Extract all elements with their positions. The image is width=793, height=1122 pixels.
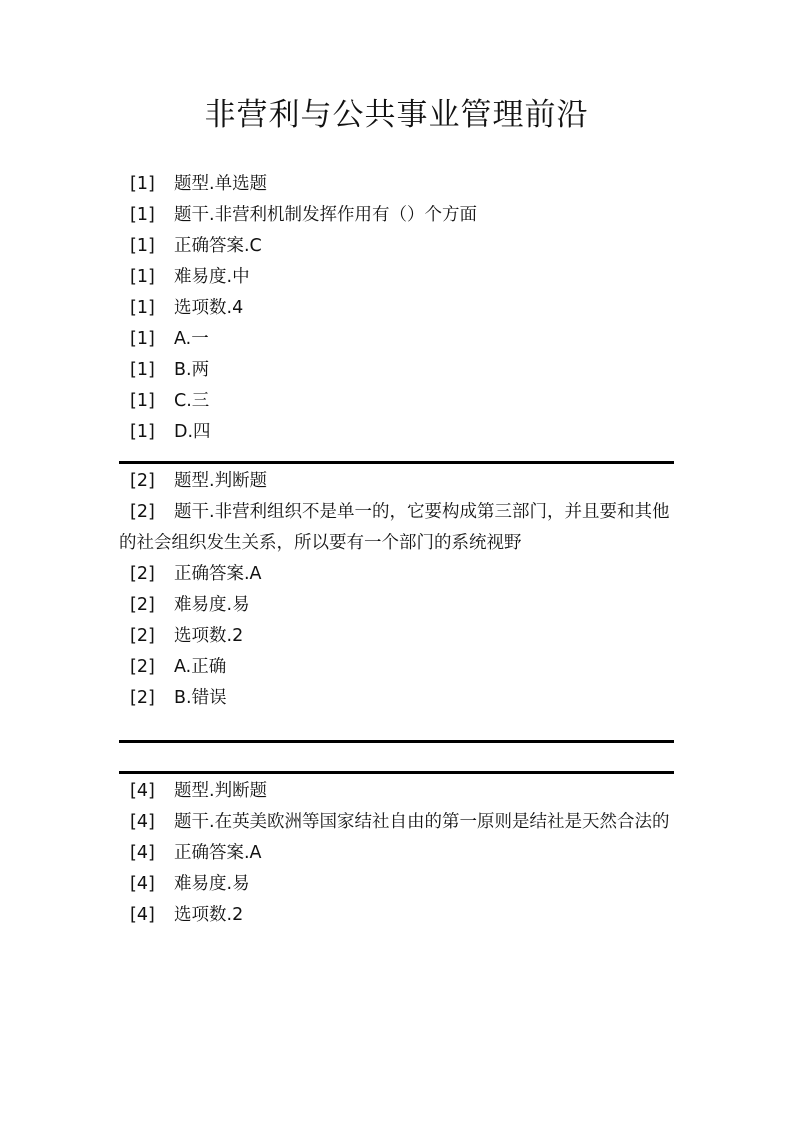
question-difficulty-text: 难易度.易 xyxy=(174,595,250,615)
question-number: [4] xyxy=(130,874,155,894)
question-option-text: B.两 xyxy=(174,360,210,380)
question-number: [1] xyxy=(130,267,155,287)
question-block xyxy=(119,466,674,714)
question-number: [1] xyxy=(130,174,155,194)
question-stem xyxy=(119,807,674,838)
question-number: [1] xyxy=(130,329,155,349)
question-number: [2] xyxy=(130,626,155,646)
question-number: [4] xyxy=(130,812,155,832)
question-answer-text: 正确答案.A xyxy=(174,564,262,584)
question-number: [2] xyxy=(130,657,155,677)
question-option-count xyxy=(119,621,674,652)
question-type xyxy=(119,776,674,807)
question-stem-text: 题干.非营利机制发挥作用有（）个方面 xyxy=(174,205,478,225)
question-type xyxy=(119,466,674,497)
question-number: [1] xyxy=(130,298,155,318)
question-option xyxy=(119,652,674,683)
section-divider xyxy=(119,771,674,774)
question-option-count xyxy=(119,293,674,324)
question-difficulty xyxy=(119,590,674,621)
question-number: [1] xyxy=(130,360,155,380)
question-option-count xyxy=(119,900,674,931)
question-option xyxy=(119,324,674,355)
question-number: [4] xyxy=(130,781,155,801)
question-option-text: C.三 xyxy=(174,391,210,411)
question-number: [1] xyxy=(130,391,155,411)
question-number: [4] xyxy=(130,905,155,925)
question-stem xyxy=(119,497,674,559)
question-number: [1] xyxy=(130,205,155,225)
question-option-text: B.错误 xyxy=(174,688,227,708)
question-number: [2] xyxy=(130,564,155,584)
question-answer xyxy=(119,231,674,262)
question-type xyxy=(119,169,674,200)
question-option xyxy=(119,417,674,448)
question-option xyxy=(119,683,674,714)
question-list xyxy=(119,169,674,931)
question-number: [2] xyxy=(130,502,155,522)
question-difficulty-text: 难易度.易 xyxy=(174,874,250,894)
question-option xyxy=(119,355,674,386)
question-answer-text: 正确答案.C xyxy=(174,236,262,256)
question-difficulty xyxy=(119,869,674,900)
question-block xyxy=(119,169,674,448)
question-block xyxy=(119,776,674,931)
question-option-text: A.正确 xyxy=(174,657,227,677)
question-number: [2] xyxy=(130,471,155,491)
question-option-text: A.一 xyxy=(174,329,209,349)
page-title: 非营利与公共事业管理前沿 xyxy=(204,97,589,133)
question-answer-text: 正确答案.A xyxy=(174,843,262,863)
question-type-text: 题型.判断题 xyxy=(174,471,268,491)
question-difficulty xyxy=(119,262,674,293)
question-stem-text: 题干.在英美欧洲等国家结社自由的第一原则是结社是天然合法的 xyxy=(174,812,670,832)
question-stem-text: 题干.非营利组织不是单一的，它要构成第三部门，并且要和其他的社会组织发生关系，所以要有一个部门的系统视野 xyxy=(119,502,670,553)
question-option-count-text: 选项数.2 xyxy=(174,626,244,646)
question-stem xyxy=(119,200,674,231)
question-option xyxy=(119,386,674,417)
question-option-text: D.四 xyxy=(174,422,211,442)
question-answer xyxy=(119,559,674,590)
question-option-count-text: 选项数.2 xyxy=(174,905,244,925)
question-number: [2] xyxy=(130,595,155,615)
question-option-count-text: 选项数.4 xyxy=(174,298,244,318)
question-number: [2] xyxy=(130,688,155,708)
question-difficulty-text: 难易度.中 xyxy=(174,267,250,287)
question-number: [1] xyxy=(130,236,155,256)
section-divider xyxy=(119,461,674,464)
question-type-text: 题型.判断题 xyxy=(174,781,268,801)
question-number: [1] xyxy=(130,422,155,442)
question-number: [4] xyxy=(130,843,155,863)
question-answer xyxy=(119,838,674,869)
question-type-text: 题型.单选题 xyxy=(174,174,268,194)
